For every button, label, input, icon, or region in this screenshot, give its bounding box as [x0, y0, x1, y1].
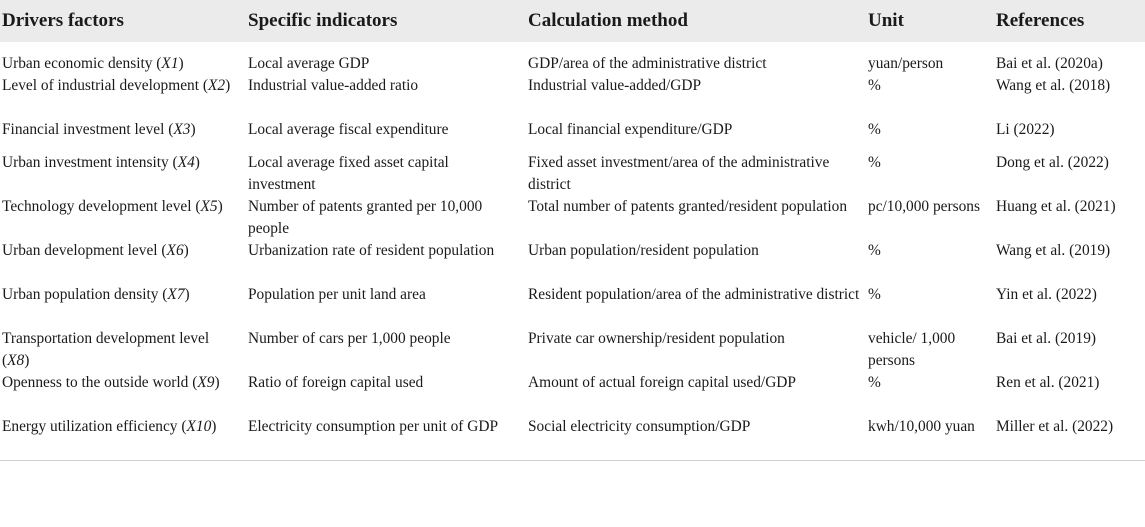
cell-method: Private car ownership/resident population	[528, 330, 785, 347]
cell-method: Urban population/resident population	[528, 242, 759, 259]
table-body	[0, 42, 1145, 460]
variable-label: X9	[197, 374, 215, 391]
cell-driver-factor: Urban economic density (X1)	[2, 55, 184, 72]
cell-indicator: Number of cars per 1,000 people	[248, 330, 451, 347]
cell-unit: yuan/person	[868, 55, 944, 72]
table-row	[0, 372, 1145, 416]
header-unit: Unit	[868, 10, 904, 31]
cell-indicator: Ratio of foreign capital used	[248, 374, 424, 391]
variable-label: X2	[208, 77, 226, 94]
cell-reference: Ren et al. (2021)	[996, 374, 1100, 391]
cell-driver-factor: Level of industrial development (X2)	[2, 77, 231, 94]
cell-method: Resident population/area of the administrative district	[528, 286, 860, 303]
table-row	[0, 119, 1145, 152]
cell-unit: %	[868, 242, 881, 259]
cell-unit: vehicle/ 1,000 persons	[868, 330, 956, 369]
bottom-rule	[0, 460, 1145, 463]
variable-label: X6	[166, 242, 184, 259]
variable-label: X7	[167, 286, 185, 303]
table-row	[0, 284, 1145, 328]
table-row	[0, 75, 1145, 119]
table-header	[0, 0, 1145, 42]
cell-driver-factor: Financial investment level (X3)	[2, 121, 196, 138]
cell-method: Industrial value-added/GDP	[528, 77, 702, 94]
cell-reference: Yin et al. (2022)	[996, 286, 1097, 303]
table-row	[0, 42, 1145, 75]
cell-indicator: Local average fixed asset capital investment	[248, 154, 449, 193]
header-references: References	[996, 10, 1085, 31]
cell-unit: kwh/10,000 yuan	[868, 418, 975, 435]
variable-label: X8	[7, 352, 25, 369]
cell-unit: %	[868, 374, 881, 391]
cell-method: Total number of patents granted/resident population	[528, 198, 848, 215]
cell-unit: %	[868, 154, 881, 171]
cell-method: GDP/area of the administrative district	[528, 55, 767, 72]
cell-driver-factor: Urban investment intensity (X4)	[2, 154, 200, 171]
cell-indicator: Local average GDP	[248, 55, 370, 72]
variable-label: X1	[161, 55, 179, 72]
cell-driver-factor: Openness to the outside world (X9)	[2, 374, 220, 391]
cell-reference: Wang et al. (2019)	[996, 242, 1111, 259]
cell-unit: %	[868, 121, 881, 138]
cell-method: Local financial expenditure/GDP	[528, 121, 733, 138]
header-specific-indicators: Specific indicators	[248, 10, 398, 31]
variable-label: X4	[177, 154, 195, 171]
header-drivers-factors: Drivers factors	[2, 10, 124, 31]
cell-indicator: Urbanization rate of resident population	[248, 242, 495, 259]
cell-unit: %	[868, 77, 881, 94]
table-row	[0, 416, 1145, 460]
cell-reference: Bai et al. (2019)	[996, 330, 1097, 347]
variable-label: X5	[200, 198, 218, 215]
cell-indicator: Industrial value-added ratio	[248, 77, 419, 94]
variable-label: X3	[173, 121, 191, 138]
cell-driver-factor: Technology development level (X5)	[2, 198, 223, 215]
cell-reference: Miller et al. (2022)	[996, 418, 1114, 435]
variable-label: X10	[186, 418, 212, 435]
cell-reference: Huang et al. (2021)	[996, 198, 1116, 215]
cell-unit: %	[868, 286, 881, 303]
cell-driver-factor: Transportation development level (X8)	[2, 330, 210, 369]
cell-indicator: Electricity consumption per unit of GDP	[248, 418, 499, 435]
table-row	[0, 152, 1145, 196]
cell-indicator: Number of patents granted per 10,000 people	[248, 198, 483, 237]
table-row	[0, 196, 1145, 240]
table-row	[0, 328, 1145, 372]
cell-method: Fixed asset investment/area of the administrative district	[528, 154, 830, 193]
cell-reference: Dong et al. (2022)	[996, 154, 1109, 171]
cell-indicator: Population per unit land area	[248, 286, 426, 303]
table-footer-rule	[0, 460, 1145, 463]
cell-driver-factor: Energy utilization efficiency (X10)	[2, 418, 217, 435]
header-row	[0, 0, 1145, 42]
cell-method: Amount of actual foreign capital used/GDP	[528, 374, 796, 391]
cell-method: Social electricity consumption/GDP	[528, 418, 751, 435]
cell-reference: Wang et al. (2018)	[996, 77, 1111, 94]
cell-driver-factor: Urban population density (X7)	[2, 286, 190, 303]
header-calculation-method: Calculation method	[528, 10, 688, 31]
table-row	[0, 240, 1145, 284]
cell-reference: Bai et al. (2020a)	[996, 55, 1103, 72]
cell-reference: Li (2022)	[996, 121, 1055, 138]
cell-indicator: Local average fiscal expenditure	[248, 121, 449, 138]
cell-unit: pc/10,000 persons	[868, 198, 980, 215]
cell-driver-factor: Urban development level (X6)	[2, 242, 189, 259]
